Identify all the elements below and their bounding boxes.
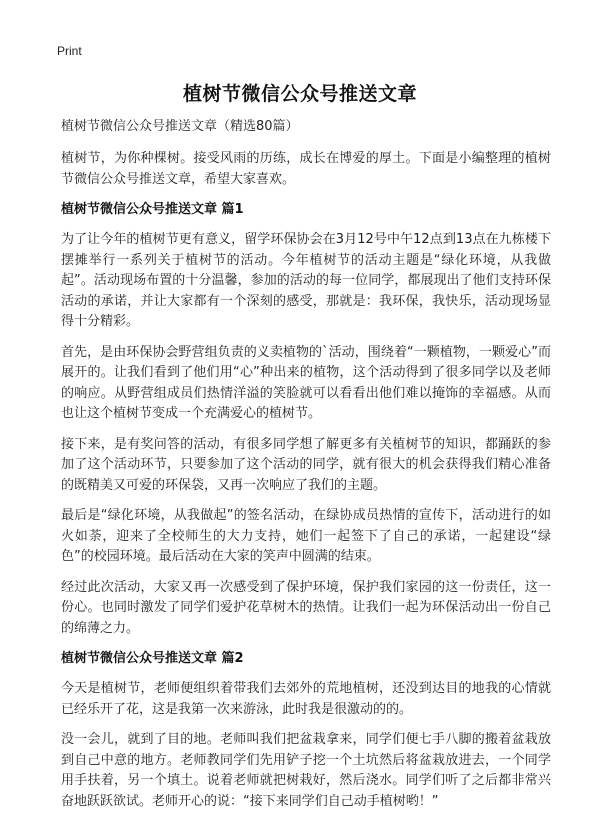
page-title: 植树节微信公众号推送文章 <box>182 83 417 105</box>
paragraph: 没一会儿，就到了目的地。老师叫我们把盆栽拿来，同学们便七手八脚的搬着盆栽放到自己中意的地方。老师教同学们先用铲子挖一个土坑然后将盆栽放进去，一个同学用手扶着，另一个填土。说着老师就把树栽好，然后浇水。同学们听了之后都非常兴奋地跃跃欲试。老师开心的说：“接下来同学们自己动手植树哟！” <box>61 732 551 809</box>
section-heading: 植树节微信公众号推送文章 篇1 <box>61 202 244 217</box>
paragraph: 接下来，是有奖问答的活动，有很多同学想了解更多有关植树节的知识，都踊跃的参加了这个活动环节，只要参加了这个活动的同学，就有很大的机会获得我们精心准备的既精美又可爱的环保袋，又再一次响应了我们的主题。 <box>61 436 551 493</box>
section-2 <box>61 649 551 812</box>
article-subtitle: 植树节微信公众号推送文章（精选80篇） <box>61 119 299 134</box>
section-heading: 植树节微信公众号推送文章 篇2 <box>61 651 244 666</box>
paragraph: 今天是植树节，老师便组织着带我们去郊外的荒地植树，还没到达目的地我的心情就已经乐开了花，这是我第一次来游泳，此时我是很激动的的。 <box>61 681 551 717</box>
intro-paragraph: 植树节，为你种棵树。接受风雨的历练，成长在博爱的厚土。下面是小编整理的植树节微信公众号推送文章，希望大家喜欢。 <box>61 151 551 187</box>
paragraph: 经过此次活动，大家又再一次感受到了保护环境，保护我们家园的这一份责任，这一份心。也同时激发了同学们爱护花草树木的热情。让我们一起为环保活动出一份自己的绵薄之力。 <box>61 579 551 636</box>
paragraph: 最后是“绿化环境，从我做起”的签名活动，在绿协成员热情的宣传下，活动进行的如火如荼，迎来了全校师生的大力支持，她们一起签下了自己的承诺，一起建设“绿色”的校园环境。最后活动在大家的笑声中圆满的结束。 <box>61 508 551 564</box>
section-1 <box>61 200 551 639</box>
paragraph: 首先，是由环保协会野营组负责的义卖植物的`活动，围绕着“一颗植物，一颗爱心”而展开的。让我们看到了他们用“心”种出来的植物，这个活动得到了很多同学以及老师的响应。从野营组成员们热情洋溢的笑脸就可以看看出他们难以掩饰的幸福感。从而也让这个植树节变成一个充满爱心的植树节。 <box>61 344 551 421</box>
print-link[interactable]: Print <box>57 44 82 58</box>
article-body <box>61 117 551 822</box>
paragraph: 为了让今年的植树节更有意义，留学环保协会在3月12号中午12点到13点在九栋楼下摆摊举行一系列关于植树节的活动。今年植树节的活动主题是“绿化环境，从我做起”。活动现场布置的十分温馨，参加的活动的每一位同学，都展现出了他们支持环保活动的承诺，并让大家都有一个深刻的感受，那就是：我环保，我快乐，活动现场显得十分精彩。 <box>61 232 551 329</box>
